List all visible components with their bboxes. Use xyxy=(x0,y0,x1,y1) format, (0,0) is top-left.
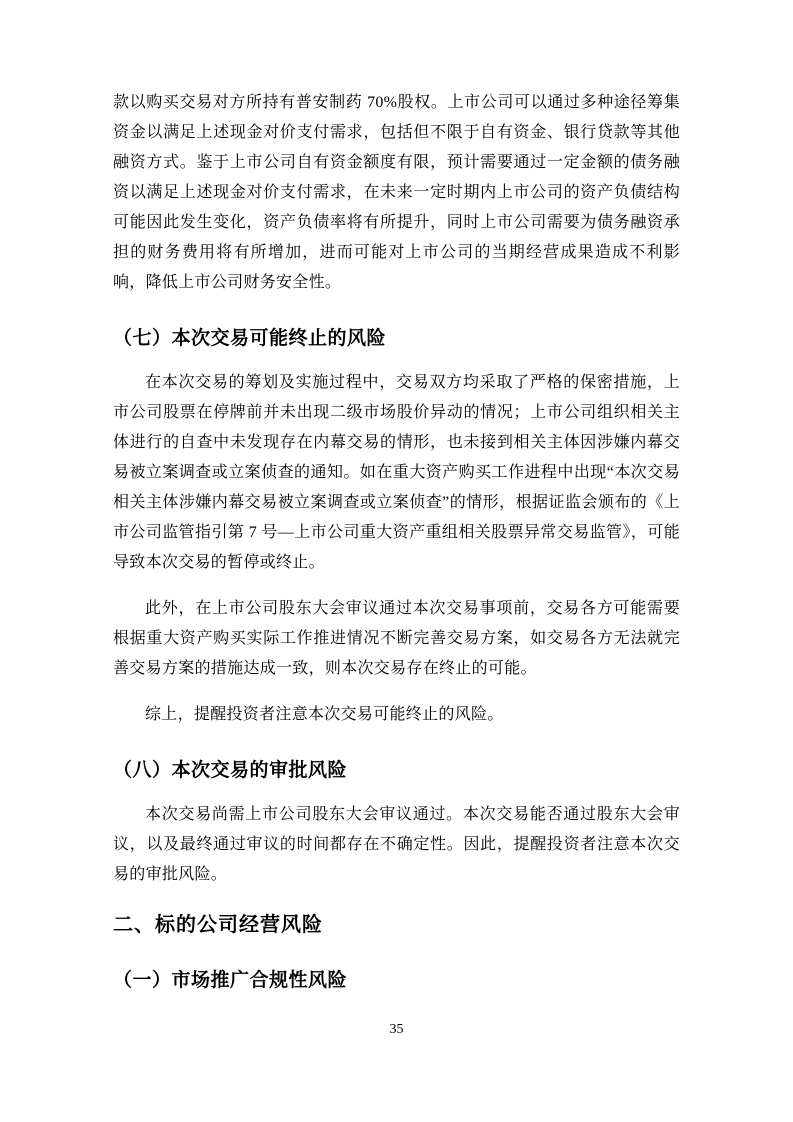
subsection-heading: （八）本次交易的审批风险 xyxy=(113,760,348,781)
section-heading: 二、标的公司经营风险 xyxy=(113,914,323,936)
body-paragraph: 款以购买交易对方所持有普安制药 70%股权。上市公司可以通过多种途径筹集资金以满足上述现金对价支付需求，包括但不限于自有资金、银行贷款等其他融资方式。鉴于上市公司自有资金额度有限，预计需要通过一定金额的债务融资以满足上述现金对价支付需求，在未来一定时期内上市公司的资产负债结构可能因此发生变化，资产负债率将有所提升，同时上市公司需要为债务融资承担的财务费用将有所增加，进而可能对上市公司的当期经营成果造成不利影响，降低上市公司财务安全性。 xyxy=(113,94,680,291)
subsection-heading: （七）本次交易可能终止的风险 xyxy=(113,328,387,349)
body-paragraph: 综上，提醒投资者注意本次交易可能终止的风险。 xyxy=(145,706,504,723)
document-body xyxy=(113,0,680,1010)
subsection-heading: （一）市场推广合规性风险 xyxy=(113,970,348,991)
body-paragraph: 本次交易尚需上市公司股东大会审议通过。本次交易能否通过股东大会审议，以及最终通过审议的时间都存在不确定性。因此，提醒投资者注意本次交易的审批风险。 xyxy=(113,806,680,883)
body-paragraph: 此外，在上市公司股东大会审议通过本次交易事项前，交易各方可能需要根据重大资产购买实际工作推进情况不断完善交易方案，如交易各方无法就完善交易方案的措施达成一致，则本次交易存在终止的可能。 xyxy=(113,600,680,677)
page-footer xyxy=(0,1020,793,1040)
body-paragraph: 在本次交易的筹划及实施过程中，交易双方均采取了严格的保密措施，上市公司股票在停牌前并未出现二级市场股价异动的情况；上市公司组织相关主体进行的自查中未发现存在内幕交易的情形，也未接到相关主体因涉嫌内幕交易被立案调查或立案侦查的通知。如在重大资产购买工作进程中出现“本次交易相关主体涉嫌内幕交易被立案调查或立案侦查”的情形，根据证监会颁布的《上市公司监管指引第 7 号—上市公司重大资产重组相关股票异常交易监管》，可能导致本次交易的暂停或终止。 xyxy=(113,374,680,571)
page-number: 35 xyxy=(389,1022,404,1037)
